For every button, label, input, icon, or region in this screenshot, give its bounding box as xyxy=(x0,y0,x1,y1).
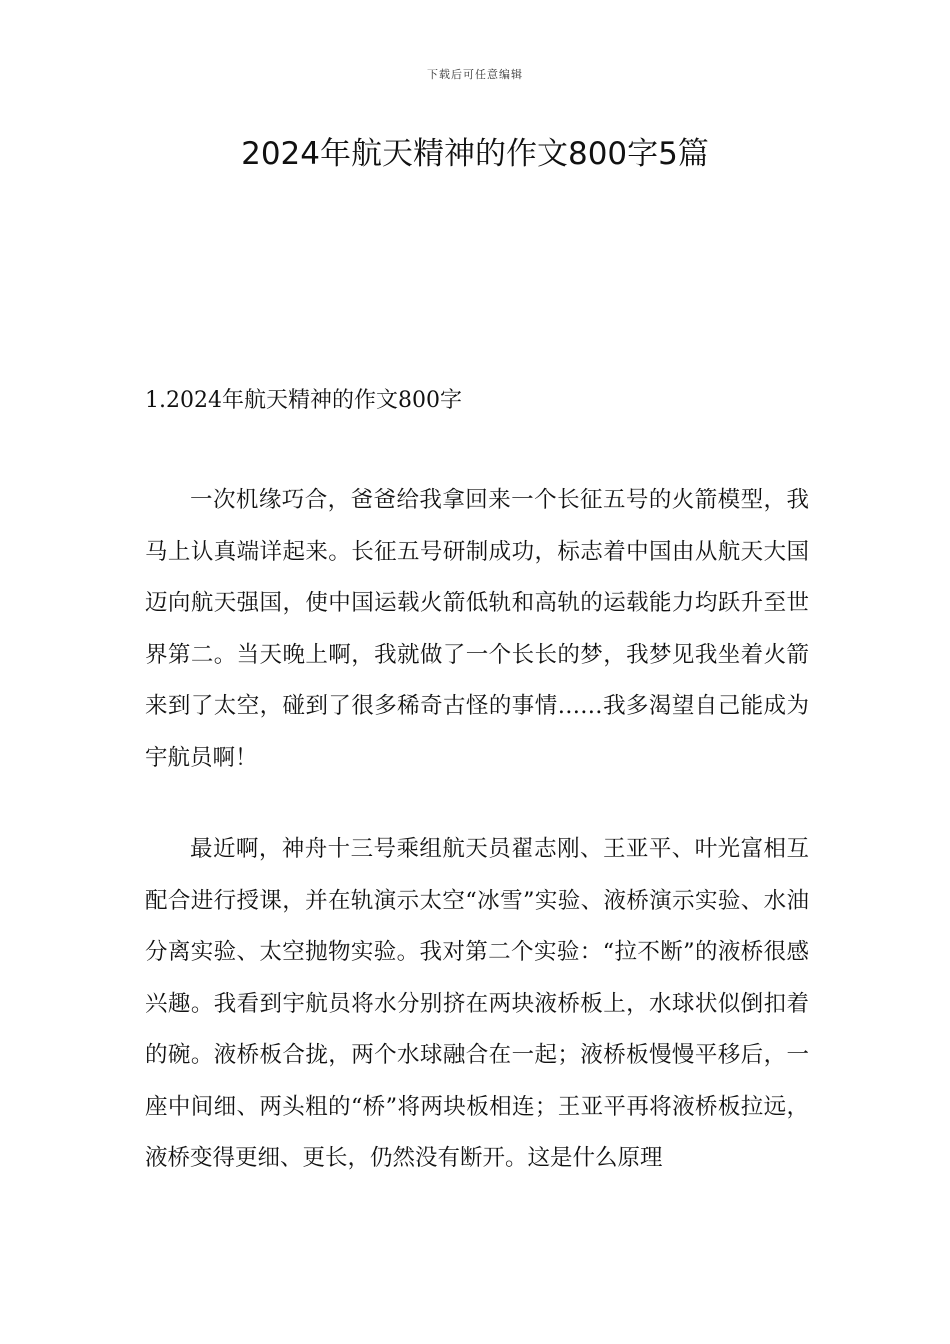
paragraph-2: 最近啊，神舟十三号乘组航天员翟志刚、王亚平、叶光富相互配合进行授课，并在轨演示太空“冰雪”实验、液桥演示实验、水油分离实验、太空抛物实验。我对第二个实验：“拉不断”的液桥很感兴趣。我看到宇航员将水分别挤在两块液桥板上，水球状似倒扣着的碗。液桥板合拢，两个水球融合在一起；液桥板慢慢平移后，一座中间细、两头粗的“桥”将两块板相连；王亚平再将液桥板拉远，液桥变得更细、更长，仍然没有断开。这是什么原理 xyxy=(145,836,809,1171)
header-note: 下载后可任意编辑 xyxy=(427,68,523,81)
paragraph-1: 一次机缘巧合，爸爸给我拿回来一个长征五号的火箭模型，我马上认真端详起来。长征五号研制成功，标志着中国由从航天大国迈向航天强国，使中国运载火箭低轨和高轨的运载能力均跃升至世界第二。当天晚上啊，我就做了一个长长的梦，我梦见我坐着火箭来到了太空，碰到了很多稀奇古怪的事情……我多渴望自己能成为宇航员啊！ xyxy=(145,487,809,771)
section-heading: 1.2024年航天精神的作文800字 xyxy=(145,388,462,413)
document-title: 2024年航天精神的作文800字5篇 xyxy=(241,136,709,172)
